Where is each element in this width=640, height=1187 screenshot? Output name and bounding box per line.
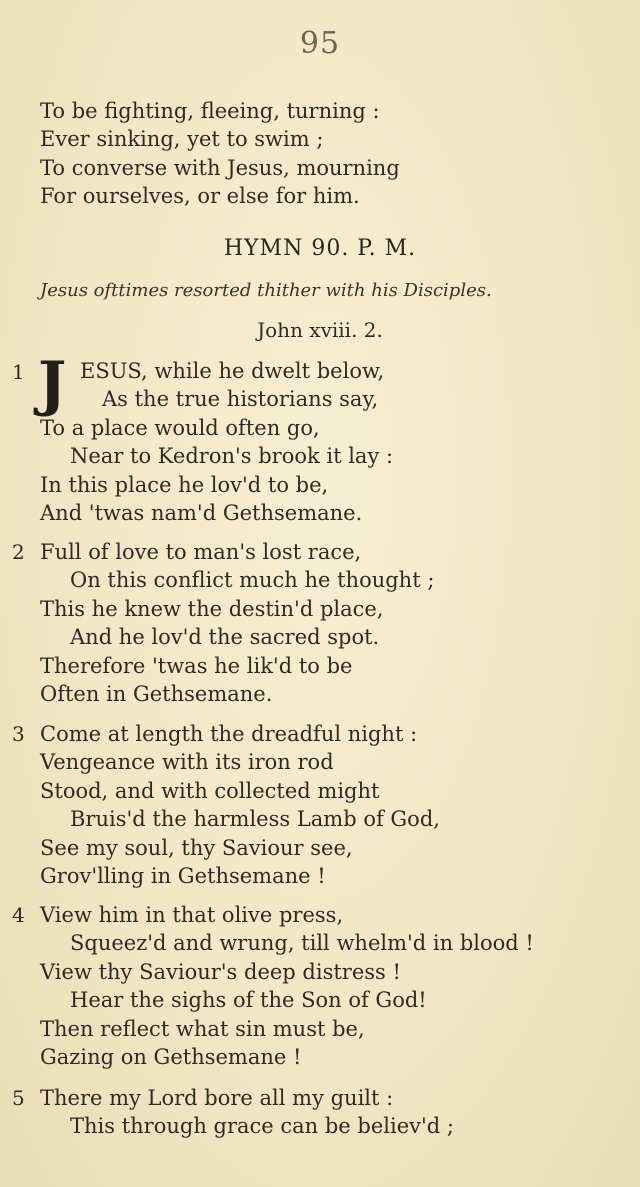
verse-line: This he knew the destin'd place, — [40, 597, 384, 621]
verse-line: Come at length the dreadful night : — [40, 722, 418, 746]
verse-line: Therefore 'twas he lik'd to be — [40, 654, 353, 678]
verse-number: 1 — [12, 360, 25, 384]
hymn-subtitle: Jesus ofttimes resorted thither with his Disciples. — [40, 280, 492, 301]
verse-number: 3 — [12, 722, 25, 746]
hymn-title: HYMN 90. P. M. — [223, 236, 417, 261]
verse-line: ESUS, while he dwelt below, — [80, 359, 385, 383]
verse-line: And 'twas nam'd Gethsemane. — [40, 501, 363, 525]
verse-line: Near to Kedron's brook it lay : — [70, 444, 394, 468]
verse-line: View him in that olive press, — [40, 903, 344, 927]
verse-line: To a place would often go, — [40, 416, 320, 440]
verse-line: Squeez'd and wrung, till whelm'd in blood ! — [70, 931, 534, 955]
top-line: Ever sinking, yet to swim ; — [40, 127, 324, 151]
verse-line: Full of love to man's lost race, — [40, 540, 362, 564]
page-number: 95 — [299, 26, 341, 61]
verse-number: 5 — [12, 1086, 25, 1110]
verse-line: View thy Saviour's deep distress ! — [40, 960, 401, 984]
verse-line: Then reflect what sin must be, — [40, 1017, 365, 1041]
verse-line: As the true historians say, — [102, 387, 379, 411]
verse-line: There my Lord bore all my guilt : — [40, 1086, 394, 1110]
verse-line: Bruis'd the harmless Lamb of God, — [70, 807, 440, 831]
verse-line: Stood, and with collected might — [40, 779, 380, 803]
top-line: To be fighting, fleeing, turning : — [40, 99, 380, 123]
verse-number: 4 — [12, 903, 25, 927]
verse-line: Often in Gethsemane. — [40, 682, 273, 706]
verse-line: On this conflict much he thought ; — [70, 568, 435, 592]
scripture-reference: John xviii. 2. — [257, 318, 383, 342]
drop-cap: J — [38, 349, 67, 419]
verse-line: And he lov'd the sacred spot. — [70, 625, 380, 649]
top-line: To converse with Jesus, mourning — [40, 156, 400, 180]
verse-line: Vengeance with its iron rod — [40, 750, 334, 774]
top-line: For ourselves, or else for him. — [40, 184, 360, 208]
verse-number: 2 — [12, 540, 25, 564]
verse-line: This through grace can be believ'd ; — [70, 1114, 454, 1138]
verse-line: Hear the sighs of the Son of God! — [70, 988, 427, 1012]
verse-line: See my soul, thy Saviour see, — [40, 836, 353, 860]
verse-line: Grov'lling in Gethsemane ! — [40, 864, 326, 888]
verse-line: Gazing on Gethsemane ! — [40, 1045, 302, 1069]
verse-line: In this place he lov'd to be, — [40, 473, 329, 497]
